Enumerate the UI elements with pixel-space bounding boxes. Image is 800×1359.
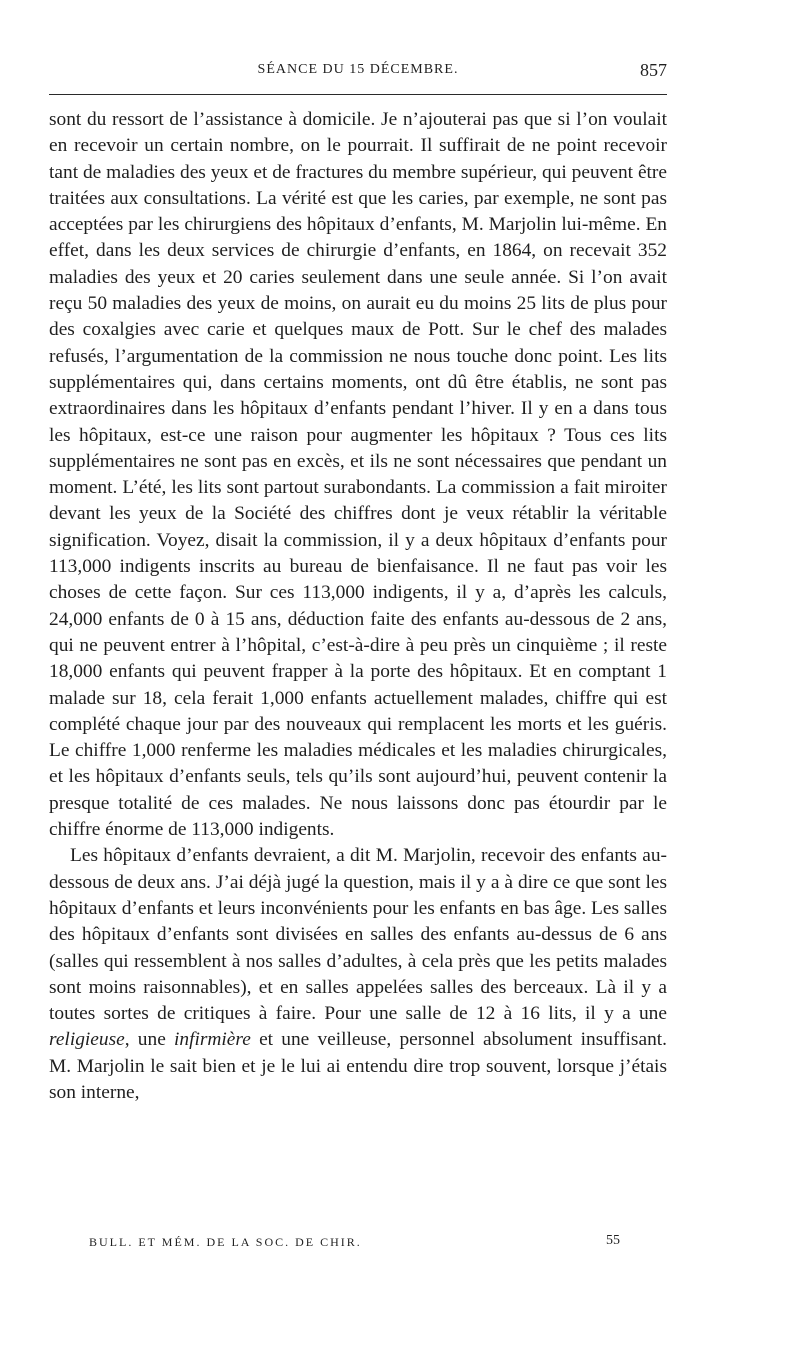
page-number: 857 [640, 60, 667, 80]
page-footer [49, 1235, 667, 1257]
italic-religieuse: religieuse [49, 1029, 125, 1051]
italic-infirmiere: infirmière [174, 1029, 251, 1051]
paragraph-1 [49, 107, 667, 843]
paragraph-1-text: sont du ressort de l’assistance à domicile. Je n’ajouterai pas que si l’on voulait en recevoir un certain nombre, on le pourrait. Il suffirait de ne point recevoir tant de maladies des yeux et de fractures du membre supérieur, qui peuvent être traitées aux consultations. La vérité est que les caries, par exemple, ne sont pas acceptées par les chirurgiens des hôpitaux d’enfants, M. Marjolin lui-même. En effet, dans les deux services de chirurgie d’enfants, en 1864, on recevait 352 maladies des yeux et 20 caries seulement dans une seule année. Si l’on avait reçu 50 maladies des yeux de moins, on aurait eu du moins 25 lits de plus pour des coxalgies avec carie et quelques maux de Pott. Sur le chef des malades refusés, l’argumentation de la commission ne nous touche donc point. Les lits supplémentaires qui, dans certains moments, ont dû être établis, ne sont pas extraordinaires dans les hôpitaux d’enfants pendant l’hiver. Il y en a dans tous les hôpitaux, est-ce une raison pour augmenter les hôpitaux ? Tous ces lits supplémentaires ne sont pas en excès, et ils ne sont nécessaires que pendant un moment. L’été, les lits sont partout surabondants. La commission a fait miroiter devant les yeux de la Société des chiffres dont je veux rétablir la véritable signification. Voyez, disait la commission, il y a deux hôpitaux d’enfants pour 113,000 indigents inscrits au bureau de bienfaisance. Il ne faut pas voir les choses de cette façon. Sur ces 113,000 indigents, il y a, d’après les calculs, 24,000 enfants de 0 à 15 ans, déduction faite des enfants au-dessous de 2 ans, qui ne peuvent entrer à l’hôpital, c’est-à-dire à peu près un cinquième ; il reste 18,000 enfants qui peuvent frapper à la porte des hôpitaux. Et en comptant 1 malade sur 18, cela ferait 1,000 enfants actuellement malades, chiffre qui est complété chaque jour par des nouveaux qui remplacent les morts et les guéris. Le chiffre 1,000 renferme les maladies médicales et les maladies chirurgicales, et les hôpitaux d’enfants seuls, tels qu’ils sont aujourd’hui, peuvent contenir la presque totalité de ces malades. Ne nous laissons donc pas étourdir par le chiffre énorme de 113,000 indigents. [49, 109, 667, 841]
body-text [49, 107, 667, 1106]
footer-source: BULL. ET MÉM. DE LA SOC. DE CHIR. [89, 1235, 362, 1249]
paragraph-2-text-b: , une [124, 1029, 175, 1051]
paragraph-2-text-a: Les hôpitaux d’enfants devraient, a dit M. Marjolin, recevoir des enfants au-dessous de deux ans. J’ai déjà jugé la question, mais il y a à dire ce que sont les hôpitaux d’enfants et leurs inconvénients pour les enfants en bas âge. Les salles des hôpitaux d’enfants sont divisées en salles des enfants au-dessus de 6 ans (salles qui ressemblent à nos salles d’adultes, à cela près que les petits malades sont moins raisonnables), et en salles appelées salles des berceaux. Là il y a toutes sortes de critiques à faire. Pour une salle de 12 à 16 lits, il y a une [49, 845, 667, 1025]
running-head [49, 58, 667, 86]
signature-mark: 55 [606, 1233, 620, 1248]
header-rule [49, 94, 667, 95]
running-title: SÉANCE DU 15 DÉCEMBRE. [257, 62, 459, 77]
paragraph-2-text-c: et une veilleuse, personnel absolument insuffisant. M. Marjolin le sait bien et je le lui ai entendu dire trop souvent, lorsque j’étais son interne, [49, 1029, 667, 1103]
paragraph-2 [49, 843, 667, 1106]
document-page [49, 58, 667, 1249]
